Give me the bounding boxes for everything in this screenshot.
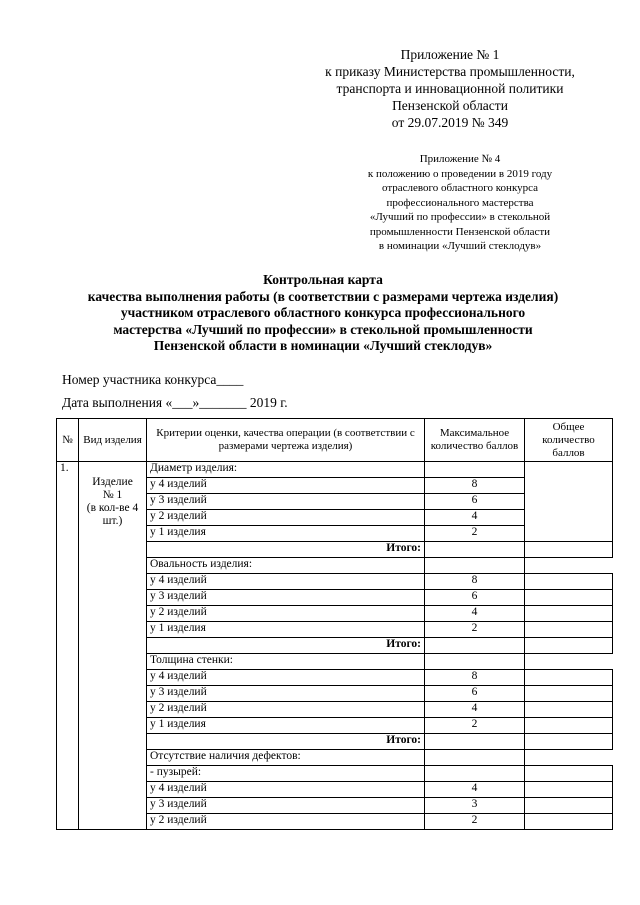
- title-line: Контрольная карта: [263, 272, 383, 287]
- appendix-4-line: профессионального мастерства: [386, 196, 534, 209]
- criteria-label: у 3 изделий: [147, 798, 425, 814]
- max-score: 2: [425, 814, 525, 830]
- total-score-empty: [525, 622, 613, 638]
- max-score: 6: [425, 590, 525, 606]
- total-score-empty: [525, 814, 613, 830]
- itogo-label: Итого:: [147, 734, 425, 750]
- title-line: мастерства «Лучший по профессии» в стекольной промышленности: [113, 321, 533, 337]
- total-score-empty: [525, 590, 613, 606]
- total-score-empty: [525, 702, 613, 718]
- criteria-label: у 2 изделий: [147, 510, 425, 526]
- title-line: Пензенской области в номинации «Лучший стеклодув»: [153, 338, 493, 353]
- header-total-score: Общее количество баллов: [525, 419, 613, 462]
- item-qty: (в кол-ве 4 шт.): [86, 502, 139, 527]
- appendix-1-line: транспорта и инновационной политики: [336, 81, 564, 96]
- itogo-total-empty: [525, 734, 613, 750]
- appendix-4-line: в номинации «Лучший стеклодув»: [378, 240, 542, 252]
- max-score: 4: [425, 782, 525, 798]
- appendix-4-line: к положению о проведении в 2019 году: [367, 167, 553, 180]
- total-score-empty: [525, 574, 613, 590]
- total-score-empty: [525, 798, 613, 814]
- max-score: 6: [425, 686, 525, 702]
- itogo-total-empty: [525, 638, 613, 654]
- section-subtitle: - пузырей:: [147, 766, 425, 782]
- max-score-empty: [425, 750, 525, 766]
- total-score-empty: [525, 718, 613, 734]
- appendix-1-line: Пензенской области: [392, 98, 508, 113]
- total-score-empty: [525, 606, 613, 622]
- title-line: участником отраслевого областного конкурса профессионального: [120, 305, 526, 320]
- score-table: [56, 418, 613, 830]
- itogo-max-empty: [425, 542, 525, 558]
- appendix-4-line: Приложение № 4: [419, 153, 501, 165]
- max-score: 2: [425, 718, 525, 734]
- header-kind: Вид изделия: [79, 419, 147, 462]
- total-score-cell: [525, 462, 613, 542]
- criteria-label: у 4 изделий: [147, 574, 425, 590]
- section-title: Отсутствие наличия дефектов:: [147, 750, 425, 766]
- item-num: 1.: [57, 462, 79, 830]
- criteria-label: у 3 изделий: [147, 494, 425, 510]
- max-score-empty: [425, 766, 525, 782]
- max-score: 4: [425, 510, 525, 526]
- criteria-label: у 1 изделия: [147, 526, 425, 542]
- item-name: Изделие: [92, 476, 133, 488]
- criteria-label: у 3 изделий: [147, 590, 425, 606]
- max-score: 4: [425, 606, 525, 622]
- header-max-score: Максимальное количество баллов: [425, 419, 525, 462]
- max-score: 8: [425, 670, 525, 686]
- participant-number-field: Номер участника конкурса____: [62, 372, 244, 387]
- header-num: №: [57, 419, 79, 462]
- criteria-label: у 2 изделий: [147, 814, 425, 830]
- criteria-label: у 1 изделия: [147, 622, 425, 638]
- criteria-label: у 2 изделий: [147, 606, 425, 622]
- itogo-max-empty: [425, 638, 525, 654]
- max-score: 8: [425, 478, 525, 494]
- header-criteria: Критерии оценки, качества операции (в соответствии с размерами чертежа изделия): [147, 419, 425, 462]
- criteria-label: у 3 изделий: [147, 686, 425, 702]
- max-score: 8: [425, 574, 525, 590]
- itogo-label: Итого:: [147, 638, 425, 654]
- max-score: 3: [425, 798, 525, 814]
- max-score-empty: [425, 558, 525, 574]
- appendix-4-header: [330, 152, 590, 254]
- max-score: 4: [425, 702, 525, 718]
- section-title: Толщина стенки:: [147, 654, 425, 670]
- max-score: 2: [425, 526, 525, 542]
- appendix-4-line: промышленности Пензенской области: [369, 225, 551, 238]
- criteria-label: у 4 изделий: [147, 478, 425, 494]
- criteria-label: у 1 изделия: [147, 718, 425, 734]
- appendix-4-line: отраслевого областного конкурса: [381, 182, 539, 194]
- max-score: 2: [425, 622, 525, 638]
- max-score: 6: [425, 494, 525, 510]
- criteria-label: у 2 изделий: [147, 702, 425, 718]
- appendix-1-line: от 29.07.2019 № 349: [391, 115, 509, 130]
- itogo-label: Итого:: [147, 542, 425, 558]
- title-line: качества выполнения работы (в соответствии с размерами чертежа изделия): [87, 288, 559, 304]
- appendix-4-line: «Лучший по профессии» в стекольной: [369, 211, 551, 223]
- appendix-1-line: Приложение № 1: [400, 47, 500, 62]
- section-title-row: [57, 462, 613, 478]
- total-score-empty: [525, 670, 613, 686]
- itogo-total-empty: [525, 542, 613, 558]
- section-title: Диаметр изделия:: [147, 462, 425, 478]
- appendix-1-line: к приказу Министерства промышленности,: [325, 64, 575, 79]
- total-score-empty: [525, 782, 613, 798]
- itogo-max-empty: [425, 734, 525, 750]
- document-title: [40, 272, 606, 355]
- section-title: Овальность изделия:: [147, 558, 425, 574]
- appendix-1-header: [300, 46, 600, 131]
- total-score-empty: [525, 686, 613, 702]
- max-score-empty: [425, 462, 525, 478]
- criteria-label: у 4 изделий: [147, 782, 425, 798]
- item-kind: [79, 462, 147, 830]
- item-number: № 1: [102, 489, 123, 501]
- total-score-empty: [525, 766, 613, 782]
- criteria-label: у 4 изделий: [147, 670, 425, 686]
- completion-date-field: Дата выполнения «___»_______ 2019 г.: [62, 395, 288, 410]
- max-score-empty: [425, 654, 525, 670]
